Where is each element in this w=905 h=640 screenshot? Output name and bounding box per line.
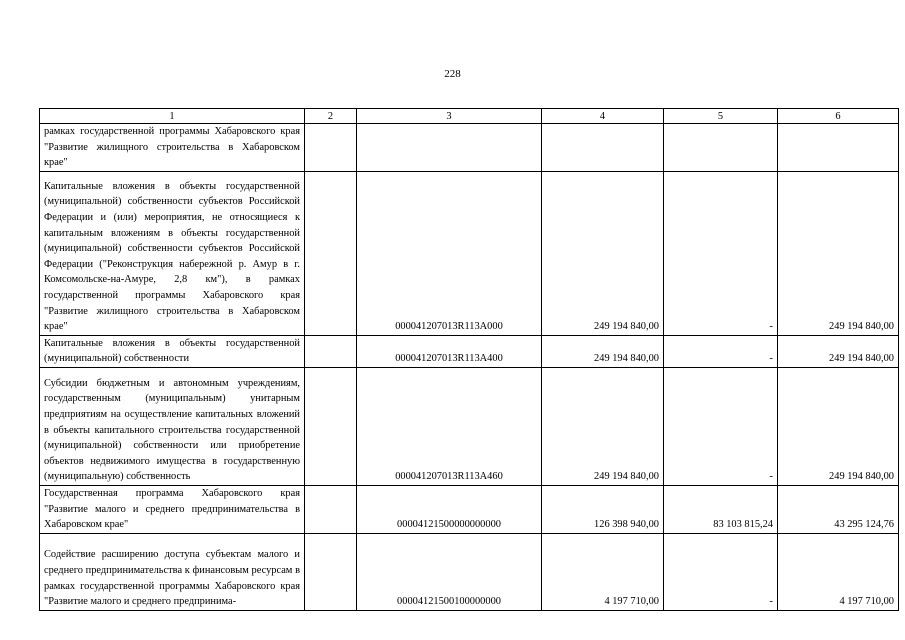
row-col2-cell (305, 533, 357, 610)
table-row (40, 124, 899, 172)
page-number: 228 (444, 68, 461, 80)
row-name-cell: Капитальные вложения в объекты государственной (муниципальной) собственности субъектов Российской Федерации и (или) мероприятия, не относящиеся к капитальным вложениям в объекты государственной (муниципальной) собственности субъектов Российской Федерации ("Реконструкция набережной р. Амур в г. Комсомольске-на-Амуре, 2,8 км"), в рамках государственной программы Хабаровского края "Развитие жилищного строительства в Хабаровском крае" (40, 171, 305, 335)
row-col6-cell: 249 194 840,00 (778, 367, 899, 485)
table-row (40, 367, 899, 485)
column-header-4: 4 (542, 109, 664, 124)
row-col5-cell: - (664, 533, 778, 610)
row-col2-cell (305, 367, 357, 485)
row-code-cell: 000041207013R113A460 (357, 367, 542, 485)
row-col6-cell: 249 194 840,00 (778, 171, 899, 335)
column-header-2: 2 (305, 109, 357, 124)
column-header-3: 3 (357, 109, 542, 124)
row-col2-cell (305, 335, 357, 367)
row-col5-cell: - (664, 335, 778, 367)
column-header-1: 1 (40, 109, 305, 124)
row-col4-cell: 4 197 710,00 (542, 533, 664, 610)
row-code-cell: 00004121500000000000 (357, 485, 542, 533)
row-name-cell: Капитальные вложения в объекты государственной (муниципальной) собственности (40, 335, 305, 367)
column-header-6: 6 (778, 109, 899, 124)
table-row (40, 171, 899, 335)
table-row (40, 485, 899, 533)
column-header-5: 5 (664, 109, 778, 124)
row-col2-cell (305, 171, 357, 335)
row-name-cell: рамках государственной программы Хабаровского края "Развитие жилищного строительства в Хабаровском крае" (40, 124, 305, 172)
row-code-cell: 00004121500100000000 (357, 533, 542, 610)
row-col2-cell (305, 124, 357, 172)
row-code-cell: 000041207013R113A400 (357, 335, 542, 367)
header-row (40, 109, 899, 124)
table-body (40, 124, 899, 611)
row-col4-cell: 126 398 940,00 (542, 485, 664, 533)
row-col4-cell (542, 124, 664, 172)
table-header (40, 109, 899, 124)
row-col6-cell (778, 124, 899, 172)
row-col5-cell: - (664, 367, 778, 485)
row-name-cell: Содействие расширению доступа субъектам малого и среднего предпринимательства к финансовым ресурсам в рамках государственной программы Хабаровского края "Развитие малого и среднего предпринима- (40, 533, 305, 610)
row-col5-cell (664, 124, 778, 172)
row-col5-cell: - (664, 171, 778, 335)
row-name-cell: Государственная программа Хабаровского края "Развитие малого и среднего предпринимательства в Хабаровском крае" (40, 485, 305, 533)
row-name-cell: Субсидии бюджетным и автономным учреждениям, государственным (муниципальным) унитарным предприятиям на осуществление капитальных вложений в объекты капитального строительства государственной (муниципальной) собственности или приобретение объектов недвижимого имущества в государственную (муниципальную) собственность (40, 367, 305, 485)
row-col6-cell: 4 197 710,00 (778, 533, 899, 610)
row-col6-cell: 43 295 124,76 (778, 485, 899, 533)
table-row (40, 533, 899, 610)
row-col4-cell: 249 194 840,00 (542, 335, 664, 367)
row-col4-cell: 249 194 840,00 (542, 367, 664, 485)
row-col4-cell: 249 194 840,00 (542, 171, 664, 335)
row-col2-cell (305, 485, 357, 533)
budget-table (39, 108, 899, 611)
row-col5-cell: 83 103 815,24 (664, 485, 778, 533)
row-code-cell (357, 124, 542, 172)
row-code-cell: 000041207013R113A000 (357, 171, 542, 335)
table-row (40, 335, 899, 367)
row-col6-cell: 249 194 840,00 (778, 335, 899, 367)
